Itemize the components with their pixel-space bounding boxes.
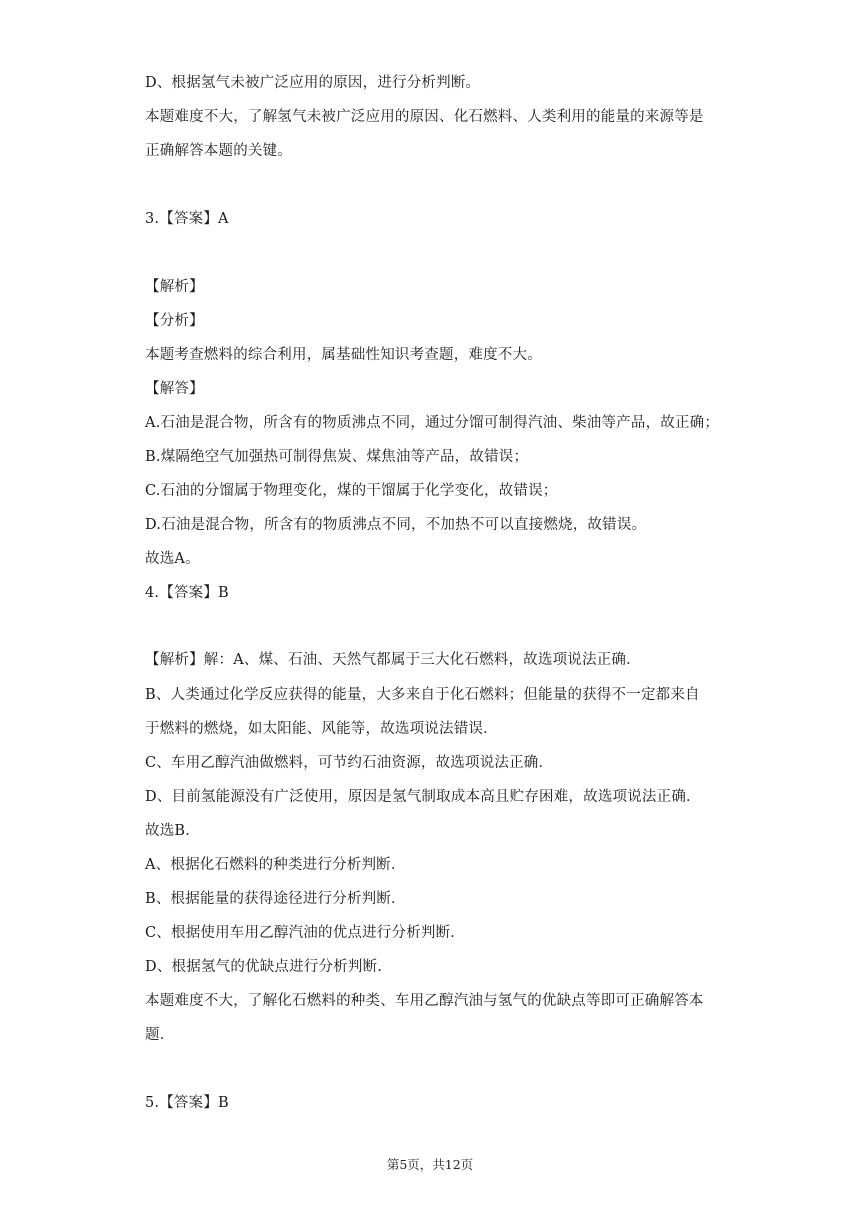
- text-line: 本题难度不大，了解氢气未被广泛应用的原因、化石燃料、人类利用的能量的来源等是: [145, 109, 704, 125]
- text-line: C、根据使用车用乙醇汽油的优点进行分析判断．: [145, 925, 465, 941]
- text-line: 于燃料的燃烧，如太阳能、风能等，故选项说法错误．: [145, 721, 498, 737]
- text-line: C、车用乙醇汽油做燃料，可节约石油资源，故选项说法正确．: [145, 755, 554, 771]
- text-line: D、根据氢气的优缺点进行分析判断．: [145, 959, 393, 975]
- answer-heading-4: 4.【答案】B: [145, 585, 229, 601]
- answer-heading-3: 3.【答案】A: [145, 211, 229, 227]
- text-line: D、根据氢气未被广泛应用的原因，进行分析判断。: [145, 75, 481, 91]
- text-line: C.石油的分馏属于物理变化，煤的干馏属于化学变化，故错误；: [145, 483, 558, 499]
- section-label: 【解析】: [145, 279, 204, 295]
- text-line: D.石油是混合物，所含有的物质沸点不同，不加热不可以直接燃烧，故错误。: [145, 517, 647, 533]
- text-line: D、目前氢能源没有广泛使用，原因是氢气制取成本高且贮存困难，故选项说法正确．: [145, 789, 701, 805]
- text-line: B.煤隔绝空气加强热可制得焦炭、煤焦油等产品，故错误；: [145, 449, 529, 465]
- section-label: 【解答】: [145, 381, 204, 397]
- text-line: B、人类通过化学反应获得的能量，大多来自于化石燃料；但能量的获得不一定都来自: [145, 687, 700, 703]
- text-line: A、根据化石燃料的种类进行分析判断．: [145, 857, 406, 873]
- answer-heading-5: 5.【答案】B: [145, 1095, 229, 1111]
- page-footer: 第5页，共12页: [386, 1157, 474, 1172]
- text-line: 本题考查燃料的综合利用，属基础性知识考查题，难度不大。: [145, 347, 542, 363]
- text-line: 【解析】解：A、煤、石油、天然气都属于三大化石燃料，故选项说法正确．: [145, 652, 641, 668]
- text-line: A.石油是混合物，所含有的物质沸点不同，通过分馏可制得汽油、柴油等产品，故正确；: [145, 415, 720, 431]
- section-label: 【分析】: [145, 313, 204, 329]
- text-line: 本题难度不大，了解化石燃料的种类、车用乙醇汽油与氢气的优缺点等即可正确解答本: [145, 993, 704, 1009]
- text-line: 故选A。: [145, 551, 200, 567]
- text-line: 正确解答本题的关键。: [145, 143, 292, 159]
- text-line: B、根据能量的获得途径进行分析判断．: [145, 891, 406, 907]
- text-line: 题．: [145, 1027, 175, 1043]
- text-line: 故选B．: [145, 823, 200, 839]
